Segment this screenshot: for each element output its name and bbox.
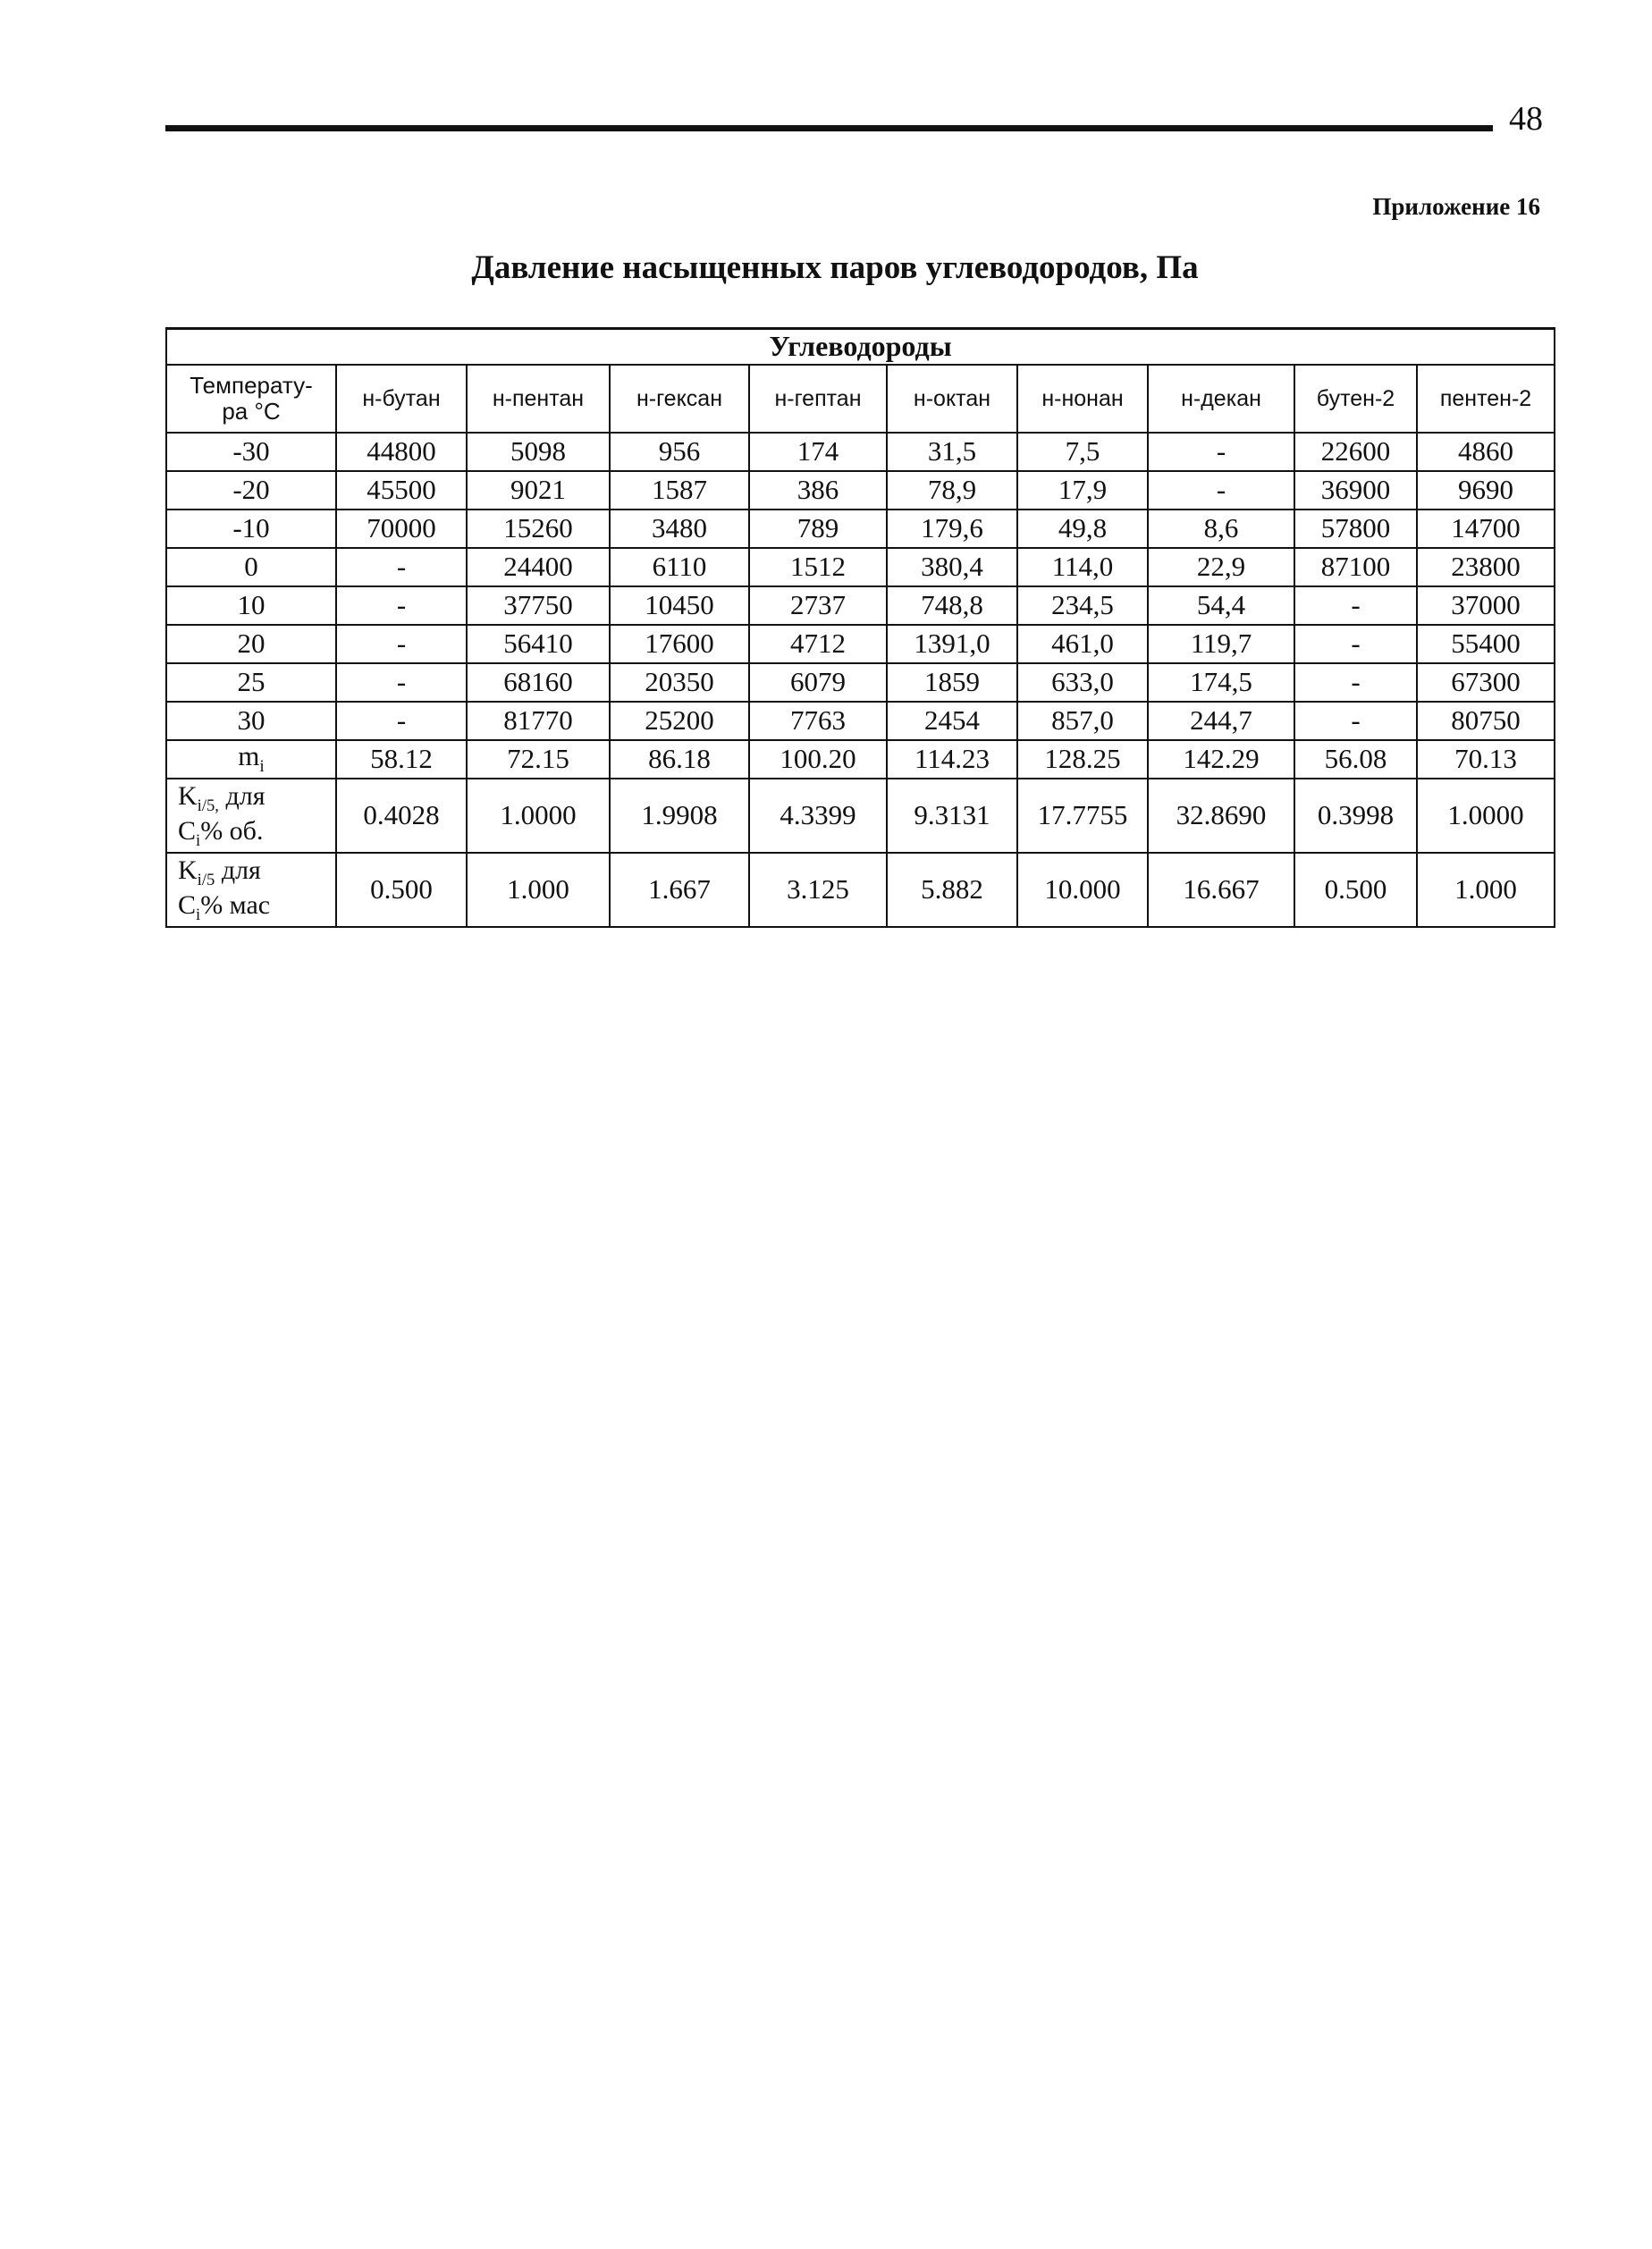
table-cell: 244,7 xyxy=(1148,702,1294,740)
table-cell: 54,4 xyxy=(1148,586,1294,625)
table-row xyxy=(166,548,1555,586)
table-cell: 55400 xyxy=(1417,625,1555,663)
k-label-part: для xyxy=(215,855,261,886)
table-cell: 9.3131 xyxy=(887,779,1017,853)
table-cell: 86.18 xyxy=(610,740,749,779)
table-row xyxy=(166,510,1555,548)
k-label-part: K xyxy=(178,781,198,812)
row-label xyxy=(166,740,336,779)
table-cell: 114,0 xyxy=(1017,548,1148,586)
table-cell: 36900 xyxy=(1294,471,1417,510)
table-cell: 6110 xyxy=(610,548,749,586)
table-cell: 461,0 xyxy=(1017,625,1148,663)
table-cell: 748,8 xyxy=(887,586,1017,625)
table-cell: 5.882 xyxy=(887,853,1017,927)
table-cell: 31,5 xyxy=(887,433,1017,471)
temperature-header-line1: Температу- xyxy=(190,372,313,400)
table-cell: 56410 xyxy=(467,625,610,663)
table-cell: 17.7755 xyxy=(1017,779,1148,853)
row-label xyxy=(166,548,336,586)
row-label xyxy=(166,663,336,702)
table-cell: 1.667 xyxy=(610,853,749,927)
table-cell: - xyxy=(1294,663,1417,702)
column-header: н-гексан xyxy=(610,365,749,433)
table-cell: 1.0000 xyxy=(467,779,610,853)
table-cell: 174 xyxy=(749,433,887,471)
table-cell: 3480 xyxy=(610,510,749,548)
table-cell: 119,7 xyxy=(1148,625,1294,663)
table-cell: 78,9 xyxy=(887,471,1017,510)
row-label xyxy=(166,433,336,471)
k-label-part: i/5, xyxy=(197,796,219,816)
column-header: бутен-2 xyxy=(1294,365,1417,433)
table-cell: 8,6 xyxy=(1148,510,1294,548)
table-cell: 70.13 xyxy=(1417,740,1555,779)
table-cell: 23800 xyxy=(1417,548,1555,586)
table-cell: 234,5 xyxy=(1017,586,1148,625)
table-cell: 56.08 xyxy=(1294,740,1417,779)
table-cell: 45500 xyxy=(336,471,467,510)
column-header: н-декан xyxy=(1148,365,1294,433)
table-cell: 0.4028 xyxy=(336,779,467,853)
table-cell: 1587 xyxy=(610,471,749,510)
table-cell: 174,5 xyxy=(1148,663,1294,702)
table-group-row xyxy=(166,329,1555,366)
table-cell: 17600 xyxy=(610,625,749,663)
table-cell: 4712 xyxy=(749,625,887,663)
table-cell: 14700 xyxy=(1417,510,1555,548)
k-label-part: K xyxy=(178,855,198,886)
table-cell: 100.20 xyxy=(749,740,887,779)
table-cell: 142.29 xyxy=(1148,740,1294,779)
table-cell: 32.8690 xyxy=(1148,779,1294,853)
table-cell: 20350 xyxy=(610,663,749,702)
table-cell: - xyxy=(336,586,467,625)
k-row xyxy=(166,853,1555,927)
row-label xyxy=(166,471,336,510)
table-cell: 10.000 xyxy=(1017,853,1148,927)
temperature-header-line2: ра °С xyxy=(222,398,281,425)
k-label-part: % мас xyxy=(200,889,271,920)
table-cell: 4.3399 xyxy=(749,779,887,853)
table-cell: 380,4 xyxy=(887,548,1017,586)
table-row xyxy=(166,586,1555,625)
table-cell: 58.12 xyxy=(336,740,467,779)
table-body xyxy=(166,433,1555,927)
table-cell: 15260 xyxy=(467,510,610,548)
table-cell: - xyxy=(1294,625,1417,663)
table-cell: 1.9908 xyxy=(610,779,749,853)
table-cell: 70000 xyxy=(336,510,467,548)
table-cell: 9021 xyxy=(467,471,610,510)
column-header-row xyxy=(166,365,1555,433)
table-cell: 81770 xyxy=(467,702,610,740)
table-cell: 1859 xyxy=(887,663,1017,702)
table-cell: 857,0 xyxy=(1017,702,1148,740)
table-row xyxy=(166,740,1555,779)
table-cell: - xyxy=(336,548,467,586)
vapor-pressure-table-wrap xyxy=(165,327,1554,928)
page-title: Давление насыщенных паров углеводородов, Па xyxy=(471,249,1199,286)
column-header: н-гептан xyxy=(749,365,887,433)
table-cell: 22,9 xyxy=(1148,548,1294,586)
table-cell: 789 xyxy=(749,510,887,548)
column-header: н-нонан xyxy=(1017,365,1148,433)
k-row-label xyxy=(166,853,336,927)
row-label-text: -30 xyxy=(232,435,270,467)
k-label-part: i xyxy=(196,905,201,924)
row-label-text: 0 xyxy=(244,551,258,583)
table-cell: - xyxy=(1294,702,1417,740)
table-cell: 25200 xyxy=(610,702,749,740)
table-cell: 44800 xyxy=(336,433,467,471)
table-cell: 2454 xyxy=(887,702,1017,740)
row-label xyxy=(166,702,336,740)
table-cell: 633,0 xyxy=(1017,663,1148,702)
table-cell: 68160 xyxy=(467,663,610,702)
column-header: пентен-2 xyxy=(1417,365,1555,433)
k-label-part: для xyxy=(218,781,266,812)
table-cell: 1391,0 xyxy=(887,625,1017,663)
table-cell: 16.667 xyxy=(1148,853,1294,927)
k-label-part: % об. xyxy=(200,815,264,846)
appendix-label: Приложение 16 xyxy=(1372,193,1540,220)
table-cell: 1.0000 xyxy=(1417,779,1555,853)
row-label xyxy=(166,625,336,663)
table-cell: 0.500 xyxy=(336,853,467,927)
table-cell: 24400 xyxy=(467,548,610,586)
table-cell: 6079 xyxy=(749,663,887,702)
table-cell: 57800 xyxy=(1294,510,1417,548)
table-cell: 80750 xyxy=(1417,702,1555,740)
page-number: 48 xyxy=(1509,100,1543,138)
table-cell: 0.500 xyxy=(1294,853,1417,927)
table-cell: 0.3998 xyxy=(1294,779,1417,853)
table-cell: 128.25 xyxy=(1017,740,1148,779)
table-cell: - xyxy=(336,625,467,663)
table-cell: 5098 xyxy=(467,433,610,471)
table-cell: - xyxy=(336,702,467,740)
k-label-part: C xyxy=(178,889,197,920)
table-row xyxy=(166,663,1555,702)
table-cell: 7763 xyxy=(749,702,887,740)
table-cell: - xyxy=(1148,471,1294,510)
table-cell: 17,9 xyxy=(1017,471,1148,510)
column-header: н-октан xyxy=(887,365,1017,433)
table-cell: 179,6 xyxy=(887,510,1017,548)
k-label-part: i/5 xyxy=(197,871,215,890)
row-label-text: 10 xyxy=(237,589,266,621)
table-cell: 37750 xyxy=(467,586,610,625)
table-row xyxy=(166,433,1555,471)
k-label-part: C xyxy=(178,815,197,846)
table-cell: 1.000 xyxy=(1417,853,1555,927)
table-cell: - xyxy=(1148,433,1294,471)
table-cell: 37000 xyxy=(1417,586,1555,625)
row-label-subscript: i xyxy=(259,757,265,777)
row-label-text: 20 xyxy=(237,628,266,660)
table-cell: 4860 xyxy=(1417,433,1555,471)
table-cell: 87100 xyxy=(1294,548,1417,586)
table-cell: 72.15 xyxy=(467,740,610,779)
row-label-text: -10 xyxy=(232,512,270,544)
column-header: н-бутан xyxy=(336,365,467,433)
table-cell: 67300 xyxy=(1417,663,1555,702)
table-cell: 9690 xyxy=(1417,471,1555,510)
temperature-header xyxy=(166,365,336,433)
table-cell: 7,5 xyxy=(1017,433,1148,471)
row-label xyxy=(166,510,336,548)
row-label-text: 25 xyxy=(237,666,266,698)
table-cell: 956 xyxy=(610,433,749,471)
table-cell: 49,8 xyxy=(1017,510,1148,548)
column-header: н-пентан xyxy=(467,365,610,433)
vapor-pressure-table xyxy=(165,327,1555,928)
row-label-text: m xyxy=(238,740,260,772)
table-cell: 22600 xyxy=(1294,433,1417,471)
table-row xyxy=(166,702,1555,740)
k-label-part: i xyxy=(196,830,201,850)
table-cell: 1512 xyxy=(749,548,887,586)
group-header: Углеводороды xyxy=(166,329,1555,366)
table-row xyxy=(166,625,1555,663)
table-cell: 114.23 xyxy=(887,740,1017,779)
table-row xyxy=(166,471,1555,510)
table-cell: - xyxy=(336,663,467,702)
table-cell: 3.125 xyxy=(749,853,887,927)
row-label xyxy=(166,586,336,625)
header-rule xyxy=(165,125,1493,131)
table-cell: 10450 xyxy=(610,586,749,625)
table-cell: 386 xyxy=(749,471,887,510)
row-label-text: 30 xyxy=(237,704,266,737)
table-cell: - xyxy=(1294,586,1417,625)
k-row-label xyxy=(166,779,336,853)
k-row xyxy=(166,779,1555,853)
table-cell: 2737 xyxy=(749,586,887,625)
row-label-text: -20 xyxy=(232,474,270,506)
table-cell: 1.000 xyxy=(467,853,610,927)
